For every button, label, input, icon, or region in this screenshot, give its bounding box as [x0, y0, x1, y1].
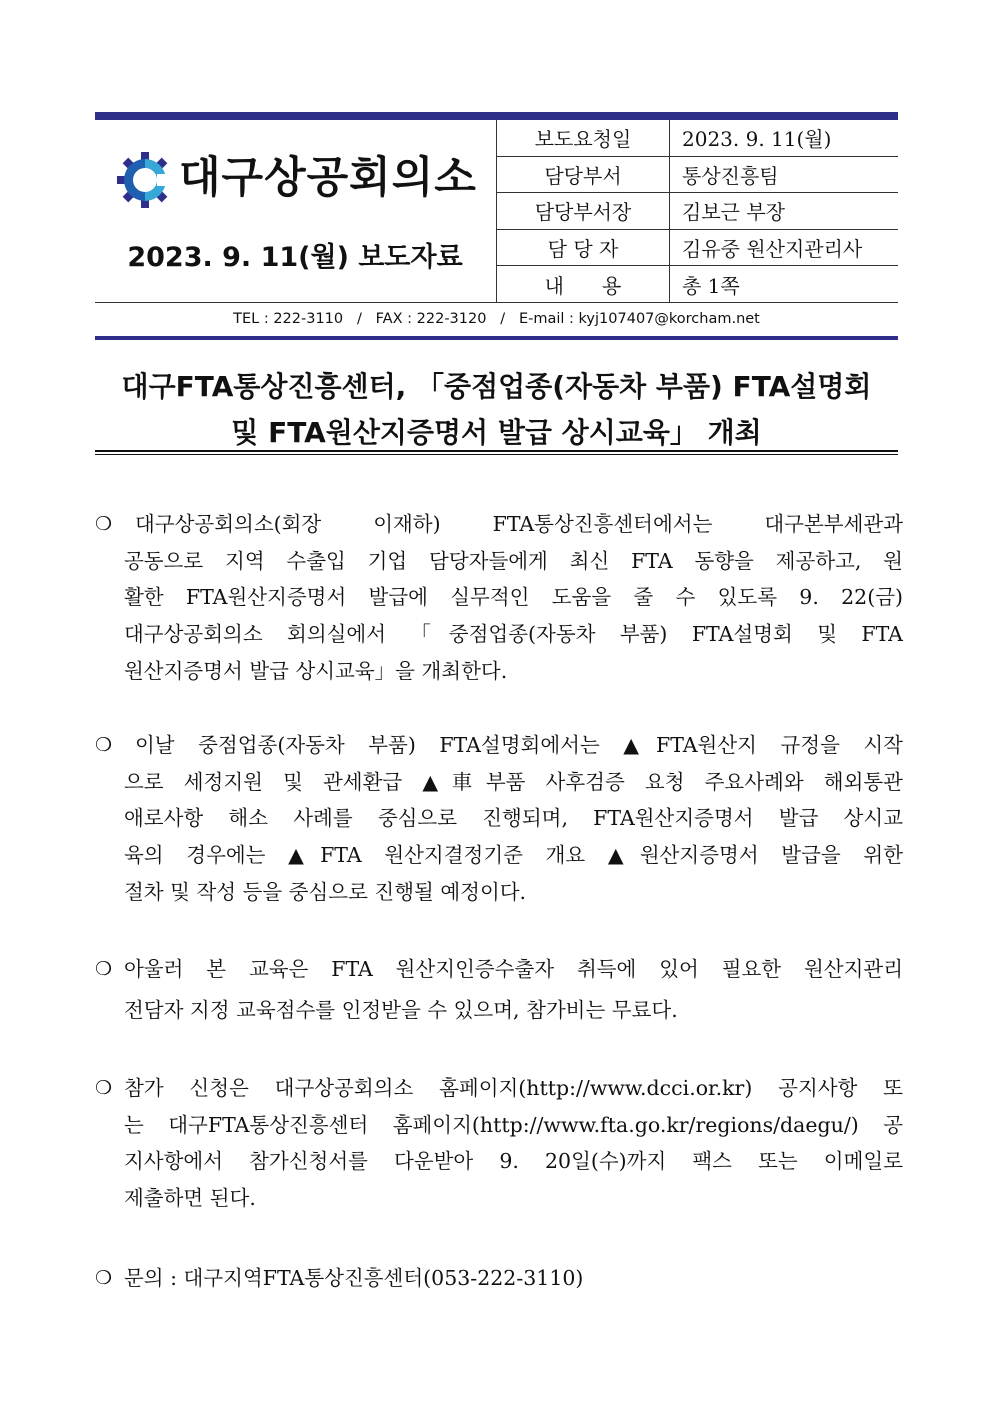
headline-underline-thin: [95, 454, 898, 455]
info-value: 김보근 부장: [670, 193, 899, 230]
paragraph-line: 대구상공회의소 회의실에서 「중점업종(자동차 부품) FTA설명회 및 FTA: [124, 622, 903, 647]
gear-logo-icon: [117, 152, 173, 208]
body-paragraph: [95, 506, 903, 690]
info-key: 담 당 자: [497, 229, 670, 266]
paragraph-line: 절차 및 작성 등을 중심으로 진행될 예정이다.: [124, 879, 527, 904]
info-value: 총 1쪽: [670, 266, 899, 302]
paragraph-line: 으로 세정지원 및 관세환급 ▲車부품 사후검증 요청 주요사례와 해외통관: [124, 769, 903, 794]
info-row: [497, 266, 899, 302]
org-name: 대구상공회의소: [179, 153, 477, 203]
contact-rule: [95, 336, 898, 340]
paragraph-line: 육의 경우에는 ▲FTA 원산지결정기준 개요 ▲원산지증명서 발급을 위한: [124, 843, 903, 868]
body-paragraph: [95, 727, 903, 911]
header-top-rule: [95, 112, 898, 120]
headline-underline: [95, 450, 898, 452]
body-paragraph: [95, 951, 903, 1032]
info-row: [497, 229, 899, 266]
info-row: [497, 120, 899, 156]
info-row: [497, 156, 899, 193]
release-info-table: [496, 120, 898, 302]
paragraph-line: 공동으로 지역 수출입 기업 담당자들에게 최신 FTA 동향을 제공하고, 원: [124, 548, 903, 573]
paragraph-line: 이날 중점업종(자동차 부품) FTA설명회에서는 ▲FTA원산지 규정을 시작: [135, 733, 903, 757]
paragraph-line: 참가 신청은 대구상공회의소 홈페이지(http://www.dcci.or.kr) 공지사항 또: [124, 1076, 903, 1100]
headline: [95, 364, 898, 456]
info-value: 김유중 원산지관리사: [670, 229, 899, 266]
paragraph-line: 는 대구FTA통상진흥센터 홈페이지(http://www.fta.go.kr/regions/daegu/) 공: [124, 1112, 903, 1137]
press-release-header: [95, 120, 898, 303]
paragraph-line: 원산지증명서 발급 상시교육」을 개최한다.: [124, 658, 508, 683]
paragraph-line: 전담자 지정 교육점수를 인정받을 수 있으며, 참가비는 무료다.: [124, 997, 678, 1022]
contact-line: TEL : 222-3110 / FAX : 222-3120 / E-mail : kyj107407@korcham.net: [233, 311, 760, 327]
bullet-circle-icon: ❍: [95, 1267, 113, 1289]
info-row: [497, 193, 899, 230]
paragraph-line: 문의 : 대구지역FTA통상진흥센터(053-222-3110): [124, 1266, 584, 1290]
info-value: 통상진흥팀: [670, 156, 899, 193]
bullet-circle-icon: ❍: [95, 958, 113, 980]
bullet-circle-icon: ❍: [95, 513, 113, 535]
info-value: 2023. 9. 11(월): [682, 127, 832, 152]
headline-line-1: 대구FTA통상진흥센터, 「중점업종(자동차 부품) FTA설명회: [121, 370, 872, 403]
info-key: 담당부서: [497, 156, 670, 193]
paragraph-line: 아울러 본 교육은 FTA 원산지인증수출자 취득에 있어 필요한 원산지관리: [124, 957, 903, 981]
release-date-label: 2023. 9. 11(월) 보도자료: [127, 242, 463, 273]
body-paragraph: [95, 1260, 903, 1297]
bullet-circle-icon: ❍: [95, 1077, 113, 1099]
paragraph-line: 지사항에서 참가신청서를 다운받아 9. 20일(수)까지 팩스 또는 이메일로: [124, 1149, 903, 1174]
bullet-circle-icon: ❍: [95, 734, 113, 756]
info-key: 내 용: [497, 266, 670, 302]
paragraph-line: 활한 FTA원산지증명서 발급에 실무적인 도움을 줄 수 있도록 9. 22(금): [124, 585, 903, 610]
paragraph-line: 대구상공회의소(회장 이재하) FTA통상진흥센터에서는 대구본부세관과: [135, 512, 903, 536]
info-key: 담당부서장: [497, 193, 670, 230]
info-key: 보도요청일: [497, 120, 670, 156]
org-logo: [117, 150, 477, 210]
headline-line-2: 및 FTA원산지증명서 발급 상시교육」 개최: [231, 416, 762, 449]
body-paragraph: [95, 1070, 903, 1217]
paragraph-line: 애로사항 해소 사례를 중심으로 진행되며, FTA원산지증명서 발급 상시교: [124, 806, 903, 831]
paragraph-line: 제출하면 된다.: [124, 1186, 256, 1211]
